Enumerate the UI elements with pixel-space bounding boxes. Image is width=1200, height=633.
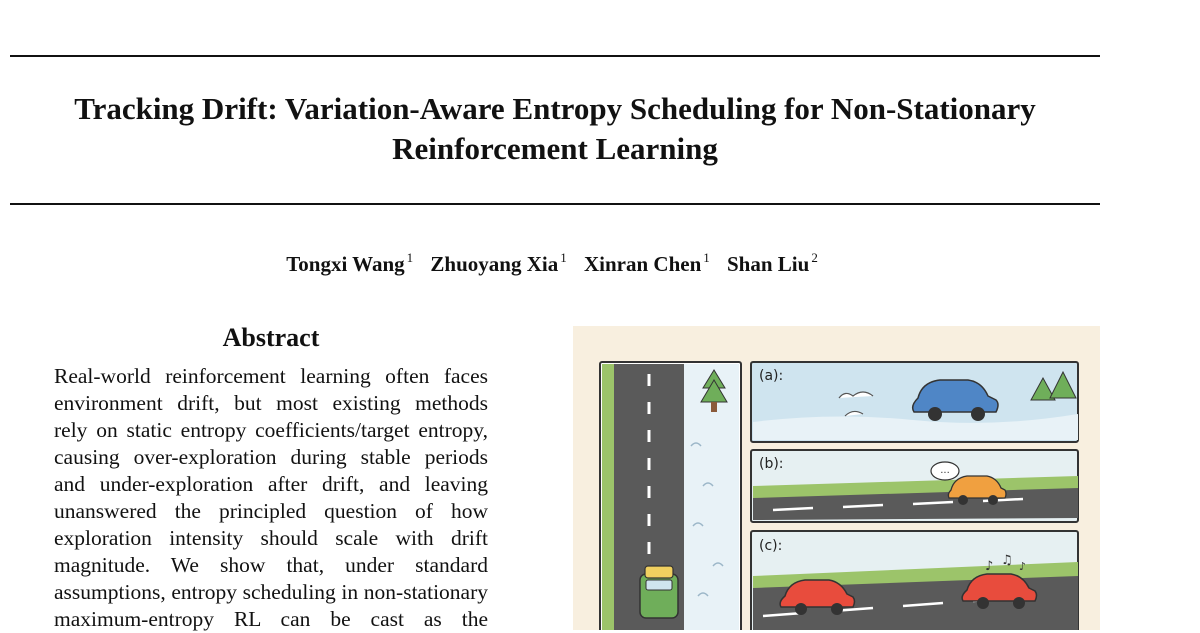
author-affiliation: 2 [811,250,818,265]
author [727,252,818,276]
author [430,252,566,276]
abstract-line: exploration intensity should scale with drift [54,526,488,550]
author-name: Zhuoyang Xia [430,252,559,276]
speech-bubble-text: ... [940,465,950,476]
panel-b [751,450,1078,522]
author-list [0,250,1104,277]
panel-c-label: (c): [759,538,783,554]
abstract-line: rely on static entropy coefficients/target entropy, [54,418,488,442]
svg-text:♪: ♪ [1019,560,1027,573]
author-affiliation: 1 [406,250,414,265]
title-line-1: Tracking Drift: Variation-Aware Entropy Scheduling for Non-Stationary [74,91,1036,126]
author-affiliation: 1 [560,250,567,265]
bottom-rule [10,203,1100,205]
title-line-2: Reinforcement Learning [392,131,718,166]
svg-text:♪: ♪ [985,559,994,574]
abstract-line: Real-world reinforcement learning often faces [54,364,488,388]
abstract-line: and under-exploration after drift, and leaving [54,472,488,496]
abstract-line: causing over-exploration during stable periods [54,445,488,469]
author-name: Xinran Chen [583,252,702,276]
panel-a-label: (a): [759,368,784,384]
author-name: Tongxi Wang [286,252,405,276]
paper-title [20,89,1090,169]
panel-c [751,531,1078,630]
author-name: Shan Liu [727,252,810,276]
svg-text:♫: ♫ [1001,553,1013,568]
abstract-line: maximum-entropy RL can be cast as the [54,607,488,631]
panel-a [751,362,1078,442]
green-car-icon [640,566,678,618]
figure-illustration [573,326,1100,630]
author [584,252,710,276]
author-affiliation: 1 [703,250,710,265]
abstract-line: assumptions, entropy scheduling in non-stationary [54,580,488,604]
abstract-heading: Abstract [222,323,320,352]
panel-b-label: (b): [759,456,784,472]
abstract-line: environment drift, but most existing methods [54,391,488,415]
speech-bubble [931,462,959,480]
author [286,252,413,276]
top-rule [10,55,1100,57]
abstract-line: unanswered the principled question of how [54,499,488,523]
teaser-figure [573,326,1100,630]
abstract-line: magnitude. We show that, under standard [54,553,488,577]
road-topdown-panel [600,362,741,630]
